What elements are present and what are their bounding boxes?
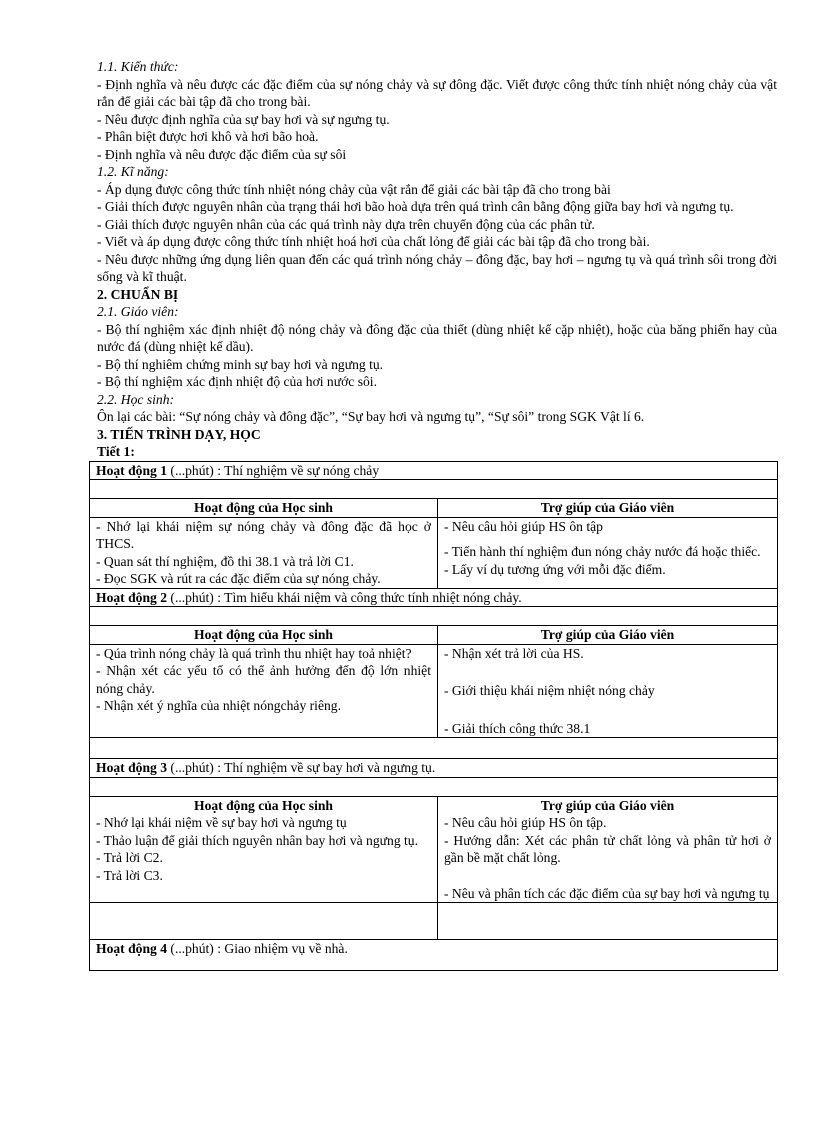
activity-desc: (...phút) : Giao nhiệm vụ về nhà. bbox=[167, 941, 348, 956]
knowledge-item: - Định nghĩa và nêu được các đặc điểm của sự nóng chảy và sự đông đặc. Viết được công thức tính nhiệt nóng chảy của vật rắn để giải các bài tập đã cho trong bài. bbox=[97, 76, 777, 109]
student-line: - Qúa trình nóng chảy là quá trình thu nhiệt hay toả nhiệt? bbox=[96, 645, 412, 661]
teacher-line: - Nêu và phân tích các đặc điểm của sự bay hơi và ngưng tụ bbox=[444, 885, 770, 901]
column-header-row bbox=[90, 499, 778, 518]
student-line: - Nhận xét ý nghĩa của nhiệt nóngchảy riêng. bbox=[96, 698, 341, 713]
activity-label: Hoạt động 2 bbox=[96, 589, 168, 605]
student-line: - Quan sát thí nghiệm, đồ thi 38.1 và trả lời C1. bbox=[96, 553, 354, 569]
activity-content-row bbox=[90, 814, 778, 903]
student-line: - Trả lời C2. bbox=[96, 850, 163, 865]
teacher-column-header: Trợ giúp của Giáo viên bbox=[438, 796, 778, 814]
teacher-line: - Nêu câu hỏi giúp HS ôn tập. bbox=[444, 815, 607, 830]
teacher-prep-item: - Bộ thí nghiệm xác định nhiệt độ nóng chảy và đông đặc của thiết (dùng nhiệt kế cặp nhiệt), hoặc của băng phiến hay của nước đá (dùng nhiệt kế dầu). bbox=[97, 321, 777, 354]
student-line: - Thảo luận để giải thích nguyên nhân bay hơi và ngưng tụ. bbox=[96, 832, 418, 848]
skills-item: - Giải thích được nguyên nhân của trạng thái hơi bão hoà dựa trên quá trình cân bằng động giữa bay hơi và ngưng tụ. bbox=[97, 199, 734, 214]
column-header-row bbox=[90, 626, 778, 645]
student-cell bbox=[90, 644, 438, 738]
student-prep-heading: 2.2. Học sinh: bbox=[97, 391, 175, 407]
teacher-column-header: Trợ giúp của Giáo viên bbox=[438, 626, 778, 645]
activity-title-row bbox=[90, 588, 778, 607]
gap-cell bbox=[90, 607, 778, 626]
student-line: - Trả lời C3. bbox=[96, 867, 163, 883]
gap-cell bbox=[90, 480, 778, 499]
teacher-column-header: Trợ giúp của Giáo viên bbox=[438, 499, 778, 518]
teacher-cell bbox=[438, 644, 778, 738]
teacher-line: - Lấy ví dụ tương ứng với mỗi đặc điểm. bbox=[444, 561, 666, 577]
column-header-row bbox=[90, 796, 778, 814]
activity-title-row bbox=[90, 759, 778, 778]
empty-cell bbox=[90, 738, 778, 759]
teacher-prep-heading: 2.1. Giáo viên: bbox=[97, 304, 179, 319]
skills-item: - Giải thích được nguyên nhân của các quá trình này dựa trên chuyển động của các phân tử. bbox=[97, 216, 595, 232]
skills-item: - Áp dụng được công thức tính nhiệt nóng chảy của vật rắn để giải các bài tập đã cho trong bài bbox=[97, 181, 611, 197]
student-line: - Nhớ lại khái niệm về sự bay hơi và ngưng tụ bbox=[96, 815, 347, 830]
teacher-line: - Giới thiệu khái niệm nhiệt nóng chảy bbox=[444, 683, 655, 698]
activity-title bbox=[90, 461, 778, 480]
activity-label: Hoạt động 1 bbox=[96, 462, 168, 478]
activity-content-row bbox=[90, 644, 778, 738]
teacher-line: - Nêu câu hỏi giúp HS ôn tập bbox=[444, 518, 603, 534]
skills-item: - Nêu được những ứng dụng liên quan đến các quá trình nóng chảy – đông đặc, bay hơi – ngưng tụ và quá trình sôi trong đời sống và kĩ thuật. bbox=[97, 251, 777, 284]
activity-label: Hoạt động 3 bbox=[96, 760, 168, 775]
process-heading: 3. TIẾN TRÌNH DẠY, HỌC bbox=[97, 426, 261, 442]
activity-content-row bbox=[90, 517, 778, 588]
teacher-prep-item: - Bộ thí nghiệm xác định nhiệt độ của hơi nước sôi. bbox=[97, 374, 377, 389]
teacher-line: - Nhận xét trả lời của HS. bbox=[444, 645, 584, 661]
student-line: - Đọc SGK và rút ra các đặc điểm của sự nóng chảy. bbox=[96, 571, 381, 586]
student-cell bbox=[90, 814, 438, 903]
preparation-heading: 2. CHUẨN BỊ bbox=[97, 286, 179, 302]
empty-cell bbox=[90, 903, 438, 940]
student-prep-item: Ôn lại các bài: “Sự nóng chảy và đông đặc”, “Sự bay hơi và ngưng tụ”, “Sự sôi” trong SGK Vật lí 6. bbox=[97, 409, 645, 424]
teacher-cell bbox=[438, 814, 778, 903]
student-line: - Nhớ lại khái niệm sự nóng chảy và đông đặc đã học ở THCS. bbox=[96, 518, 431, 551]
knowledge-heading: 1.1. Kiến thức: bbox=[97, 59, 179, 74]
activity-title-row bbox=[90, 940, 778, 971]
teacher-line: - Hướng dẫn: Xét các phân tử chất lỏng và phân tử hơi ở gần bề mặt chất lỏng. bbox=[444, 832, 772, 865]
teacher-line: - Tiến hành thí nghiệm đun nóng chảy nước đá hoặc thiếc. bbox=[444, 544, 761, 559]
student-column-header: Hoạt động của Học sinh bbox=[90, 626, 438, 645]
teacher-line: - Giải thích công thức 38.1 bbox=[444, 720, 591, 736]
lesson-plan-page bbox=[97, 58, 777, 971]
student-cell bbox=[90, 517, 438, 588]
empty-cell bbox=[438, 903, 778, 940]
knowledge-item: - Phân biệt được hơi khô và hơi bão hoà. bbox=[97, 129, 319, 144]
student-column-header: Hoạt động của Học sinh bbox=[90, 499, 438, 518]
activity-title-row bbox=[90, 461, 778, 480]
teacher-prep-item: - Bộ thí nghiêm chứng minh sự bay hơi và ngưng tụ. bbox=[97, 356, 384, 372]
knowledge-item: - Nêu được định nghĩa của sự bay hơi và sự ngưng tụ. bbox=[97, 111, 390, 127]
activity-title bbox=[90, 759, 778, 778]
skills-item: - Viết và áp dụng được công thức tính nhiệt hoá hơi của chất lỏng để giải các bài tập đã cho trong bài. bbox=[97, 234, 650, 249]
activity-label: Hoạt động 4 bbox=[96, 941, 168, 956]
activity-title bbox=[90, 940, 778, 971]
activities-table bbox=[89, 461, 778, 972]
teacher-cell bbox=[438, 517, 778, 588]
student-column-header: Hoạt động của Học sinh bbox=[90, 796, 438, 814]
activity-desc: (...phút) : Tìm hiểu khái niệm và công thức tính nhiệt nóng chảy. bbox=[167, 589, 522, 605]
knowledge-item: - Định nghĩa và nêu được đặc điểm của sự sôi bbox=[97, 146, 347, 162]
activity-desc: (...phút) : Thí nghiệm về sự bay hơi và ngưng tụ. bbox=[167, 760, 436, 775]
activity-title bbox=[90, 588, 778, 607]
student-line: - Nhận xét các yếu tố có thể ảnh hưởng đến độ lớn nhiệt nóng chảy. bbox=[96, 663, 431, 696]
skills-heading: 1.2. Kĩ năng: bbox=[97, 164, 169, 179]
gap-cell bbox=[90, 777, 778, 796]
lesson-label: Tiết 1: bbox=[97, 444, 135, 459]
activity-desc: (...phút) : Thí nghiệm về sự nóng chảy bbox=[167, 462, 380, 478]
